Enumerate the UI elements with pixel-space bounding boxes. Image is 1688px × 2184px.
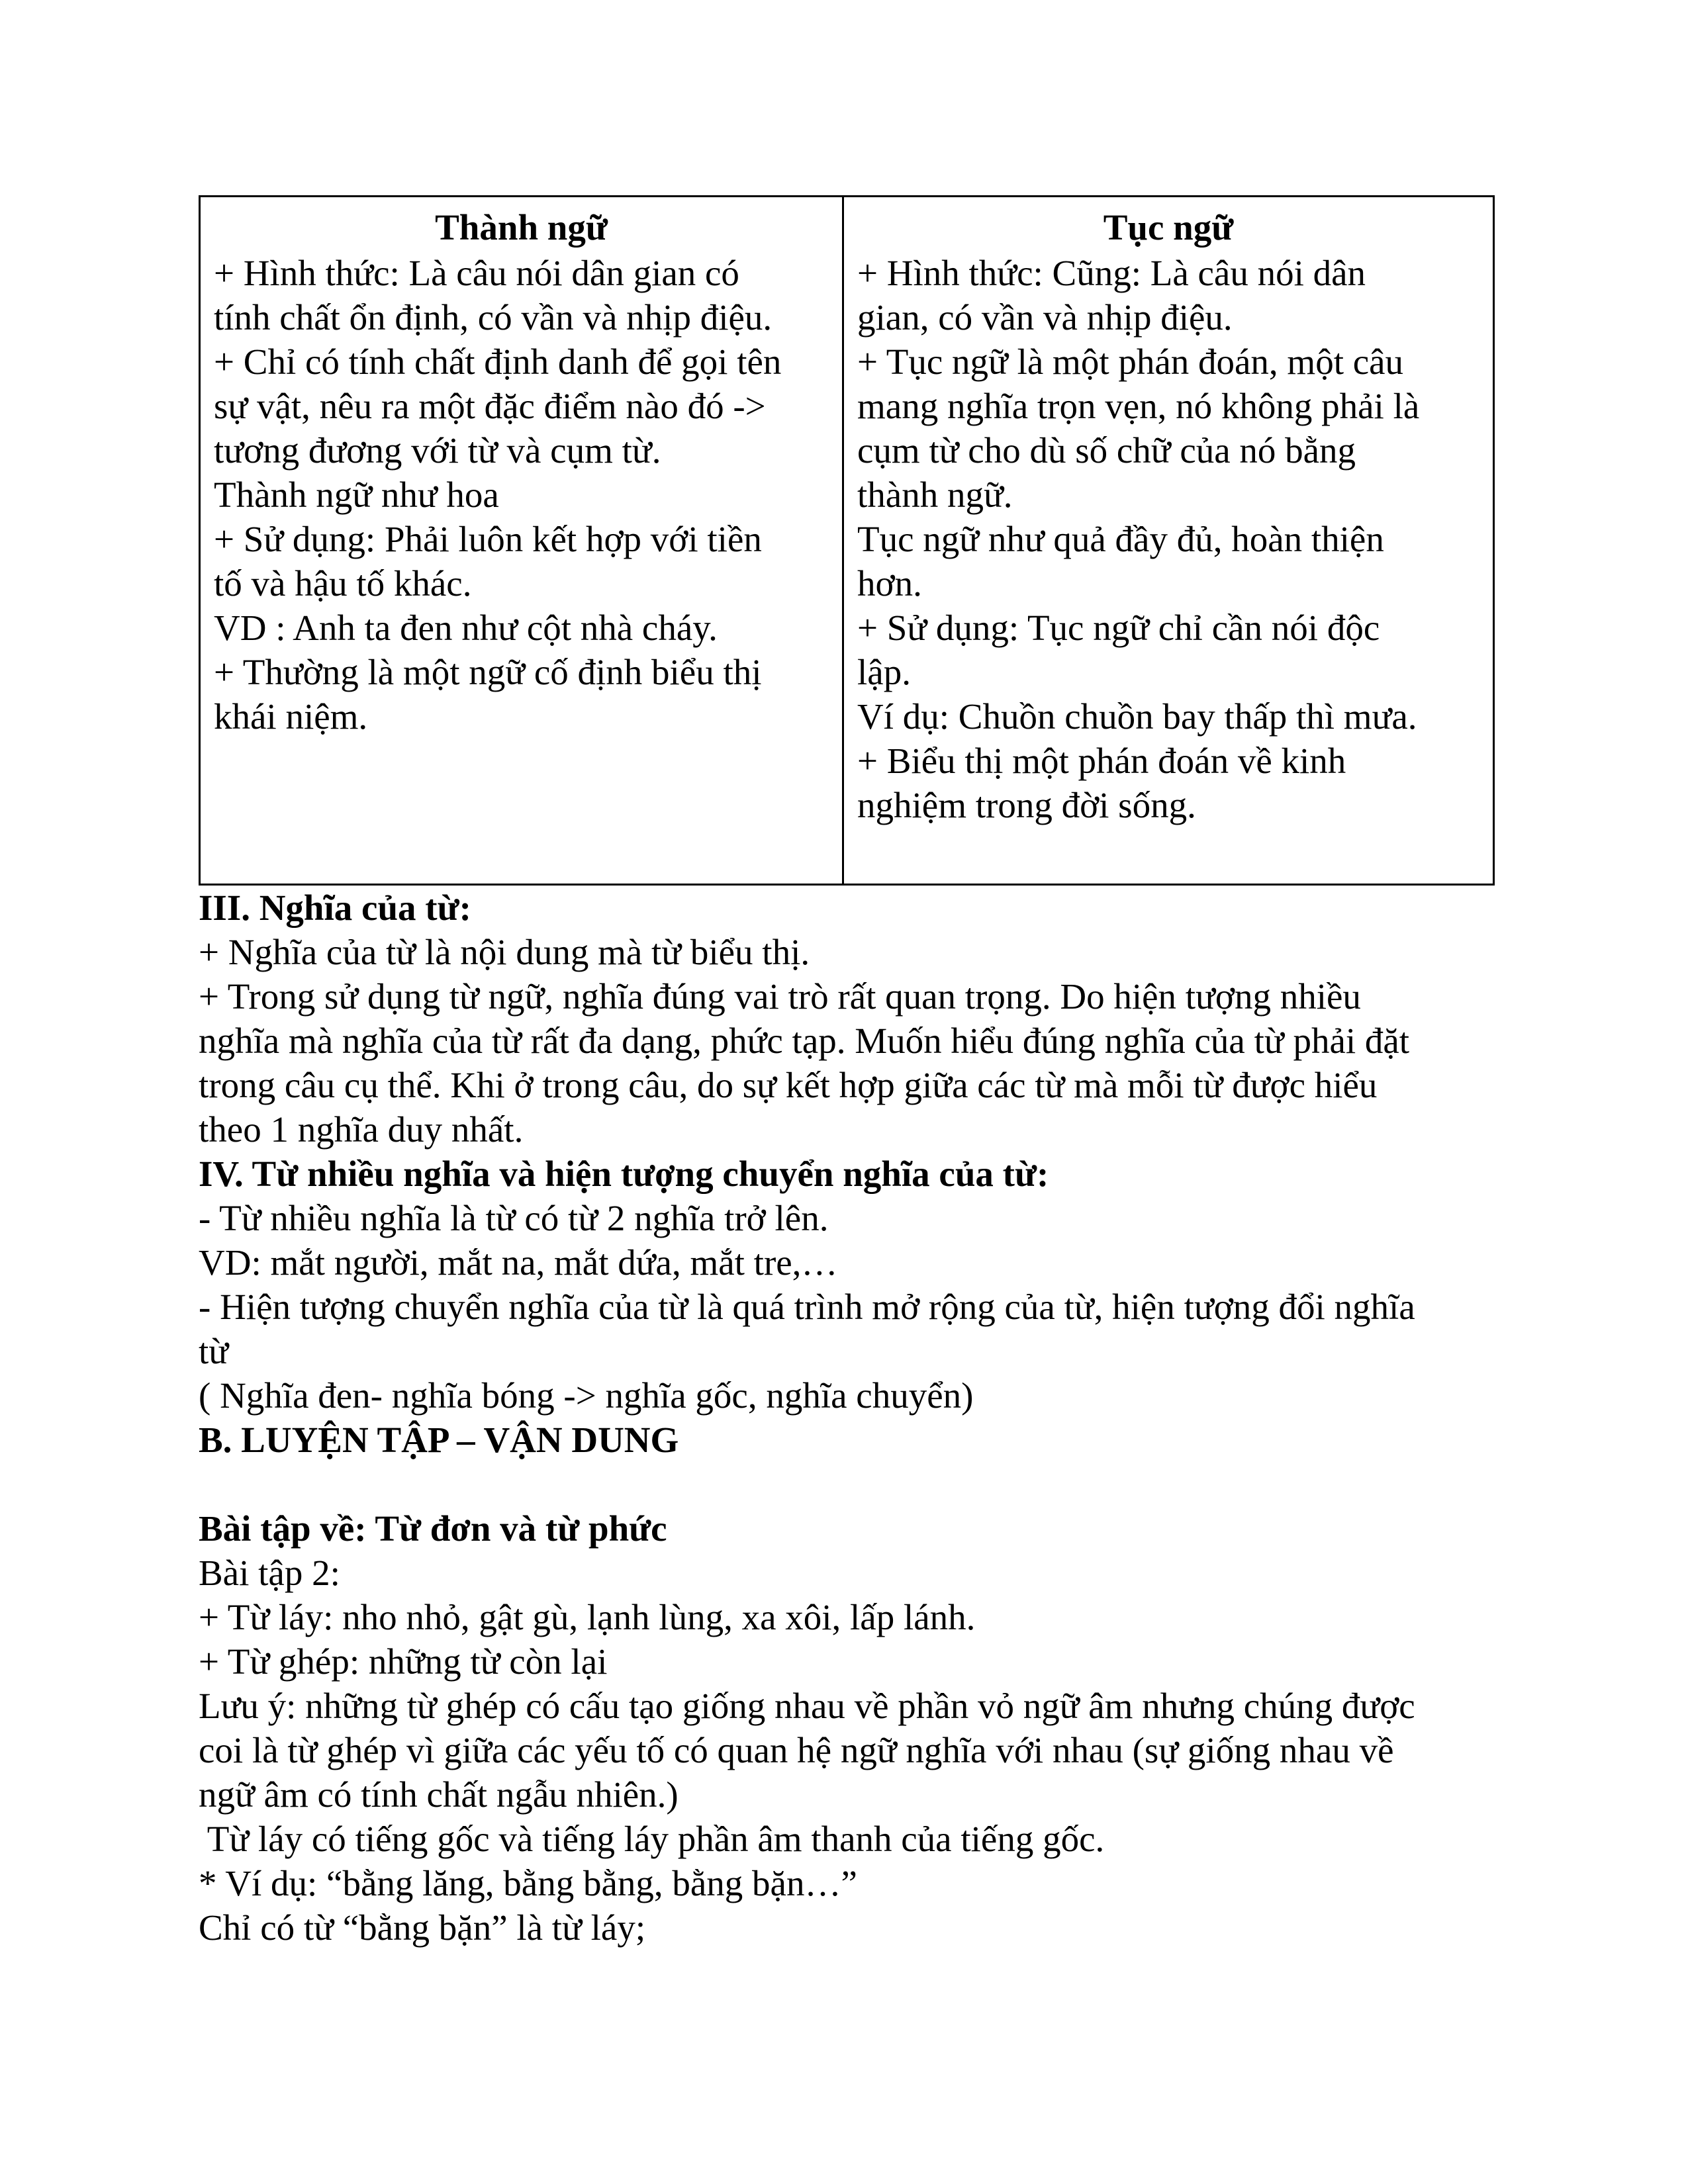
paragraph-line: Lưu ý: những từ ghép có cấu tạo giống nhau về phần vỏ ngữ âm nhưng chúng được bbox=[199, 1686, 1415, 1726]
comparison-table bbox=[199, 195, 1495, 886]
column-header-proverb: Tục ngữ bbox=[1103, 207, 1234, 248]
proverb-line: Ví dụ: Chuồn chuồn bay thấp thì mưa. bbox=[857, 696, 1417, 737]
paragraph-line: + Trong sử dụng từ ngữ, nghĩa đúng vai trò rất quan trọng. Do hiện tượng nhiều bbox=[199, 976, 1361, 1017]
proverb-line: Tục ngữ như quả đầy đủ, hoàn thiện bbox=[857, 519, 1384, 559]
idiom-line: + Sử dụng: Phải luôn kết hợp với tiền bbox=[214, 519, 762, 559]
section-heading-practice: B. LUYỆN TẬP – VẬN DUNG bbox=[199, 1420, 679, 1460]
section-exercise bbox=[199, 1506, 1496, 1950]
document-page bbox=[199, 195, 1496, 1950]
proverb-column bbox=[843, 197, 1494, 885]
proverb-line: lập. bbox=[857, 652, 911, 692]
idiom-line: + Hình thức: Là câu nói dân gian có bbox=[214, 253, 739, 293]
paragraph-line: từ bbox=[199, 1331, 229, 1371]
section-heading: IV. Từ nhiều nghĩa và hiện tượng chuyển nghĩa của từ: bbox=[199, 1154, 1049, 1194]
idiom-line: tố và hậu tố khác. bbox=[214, 563, 472, 604]
proverb-line: hơn. bbox=[857, 563, 922, 604]
paragraph-line: VD: mắt người, mắt na, mắt dứa, mắt tre,… bbox=[199, 1242, 838, 1283]
paragraph-line: Chỉ có từ “bằng bặn” là từ láy; bbox=[199, 1907, 646, 1948]
idiom-line: VD : Anh ta đen như cột nhà cháy. bbox=[214, 608, 718, 648]
paragraph-line: trong câu cụ thể. Khi ở trong câu, do sự kết hợp giữa các từ mà mỗi từ được hiểu bbox=[199, 1065, 1378, 1105]
section-polysemy bbox=[199, 1152, 1496, 1418]
paragraph-line: theo 1 nghĩa duy nhất. bbox=[199, 1109, 524, 1150]
paragraph-line: * Ví dụ: “bằng lăng, bằng bằng, bằng bặn…” bbox=[199, 1863, 857, 1903]
paragraph-line: coi là từ ghép vì giữa các yếu tố có quan hệ ngữ nghĩa với nhau (sự giống nhau về bbox=[199, 1730, 1394, 1770]
paragraph-line: + Nghĩa của từ là nội dung mà từ biểu thị. bbox=[199, 932, 810, 972]
column-header-idiom: Thành ngữ bbox=[435, 207, 608, 248]
paragraph-line: - Từ nhiều nghĩa là từ có từ 2 nghĩa trở lên. bbox=[199, 1198, 829, 1238]
paragraph-line: - Hiện tượng chuyển nghĩa của từ là quá trình mở rộng của từ, hiện tượng đổi nghĩa bbox=[199, 1287, 1415, 1327]
proverb-line: nghiệm trong đời sống. bbox=[857, 785, 1196, 825]
paragraph-line: nghĩa mà nghĩa của từ rất đa dạng, phức tạp. Muốn hiểu đúng nghĩa của từ phải đặt bbox=[199, 1021, 1410, 1061]
paragraph-line: ( Nghĩa đen- nghĩa bóng -> nghĩa gốc, nghĩa chuyển) bbox=[199, 1375, 974, 1416]
proverb-line: mang nghĩa trọn vẹn, nó không phải là bbox=[857, 386, 1420, 426]
section-heading: III. Nghĩa của từ: bbox=[199, 887, 471, 928]
idiom-line: sự vật, nêu ra một đặc điểm nào đó -> bbox=[214, 386, 766, 426]
paragraph-line: + Từ láy: nho nhỏ, gật gù, lạnh lùng, xa xôi, lấp lánh. bbox=[199, 1597, 976, 1637]
spacer bbox=[199, 1462, 1496, 1506]
idiom-line: tính chất ổn định, có vần và nhịp điệu. bbox=[214, 297, 773, 338]
proverb-line: + Sử dụng: Tục ngữ chỉ cần nói độc bbox=[857, 608, 1380, 648]
exercise-heading: Bài tập về: Từ đơn và từ phức bbox=[199, 1508, 667, 1549]
proverb-line: + Biểu thị một phán đoán về kinh bbox=[857, 741, 1346, 781]
proverb-line: + Tục ngữ là một phán đoán, một câu bbox=[857, 341, 1404, 382]
paragraph-line: Từ láy có tiếng gốc và tiếng láy phần âm thanh của tiếng gốc. bbox=[199, 1819, 1105, 1859]
idiom-line: khái niệm. bbox=[214, 696, 368, 737]
paragraph-line: + Từ ghép: những từ còn lại bbox=[199, 1641, 608, 1682]
proverb-line: cụm từ cho dù số chữ của nó bằng bbox=[857, 430, 1356, 471]
idiom-line: + Thường là một ngữ cố định biểu thị bbox=[214, 652, 762, 692]
proverb-line: + Hình thức: Cũng: Là câu nói dân bbox=[857, 253, 1366, 293]
table-row bbox=[200, 197, 1494, 885]
idiom-line: tương đương với từ và cụm từ. bbox=[214, 430, 661, 471]
section-word-meaning bbox=[199, 886, 1496, 1152]
proverb-line: gian, có vần và nhịp điệu. bbox=[857, 297, 1233, 338]
idiom-line: Thành ngữ như hoa bbox=[214, 475, 499, 515]
proverb-line: thành ngữ. bbox=[857, 475, 1013, 515]
idiom-column bbox=[200, 197, 843, 885]
paragraph-line: ngữ âm có tính chất ngẫu nhiên.) bbox=[199, 1774, 679, 1815]
idiom-line: + Chỉ có tính chất định danh để gọi tên bbox=[214, 341, 782, 382]
paragraph-line: Bài tập 2: bbox=[199, 1553, 340, 1593]
